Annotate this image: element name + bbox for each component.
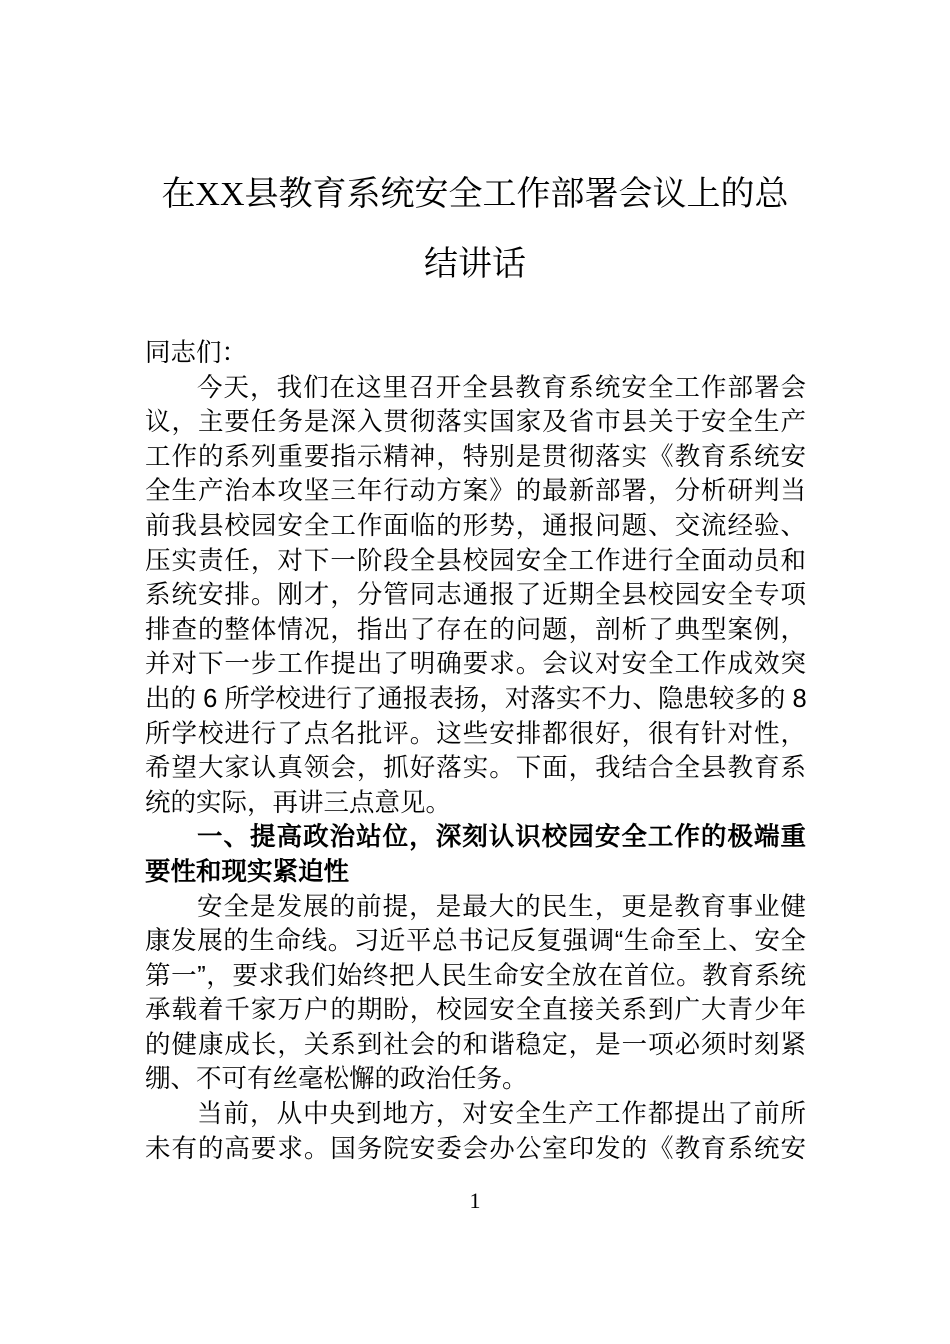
text-line: 承载着千家万户的期盼，校园安全直接关系到广大青少年 bbox=[145, 996, 806, 1025]
text-line: 议，主要任务是深入贯彻落实国家及省市县关于安全生产 bbox=[145, 408, 806, 437]
text-line: 当前，从中央到地方，对安全生产工作都提出了前所 bbox=[197, 1100, 806, 1129]
page-number: 1 bbox=[469, 1188, 481, 1213]
text-line: 系统安排。刚才，分管同志通报了近期全县校园安全专项 bbox=[145, 581, 806, 610]
text-line: 第一”，要求我们始终把人民生命安全放在首位。教育系统 bbox=[145, 961, 806, 990]
text-line: 所学校进行了点名批评。这些安排都很好，很有针对性， bbox=[145, 719, 806, 748]
text-line: 压实责任，对下一阶段全县校园安全工作进行全面动员和 bbox=[145, 546, 806, 575]
heading-line: 要性和现实紧迫性 bbox=[145, 857, 350, 886]
paragraph-safety bbox=[145, 890, 806, 1098]
text-line: 工作的系列重要指示精神，特别是贯彻落实《教育系统安 bbox=[145, 442, 806, 471]
text-line: 绷、不可有丝毫松懈的政治任务。 bbox=[145, 1065, 528, 1094]
paragraph-current bbox=[145, 1097, 806, 1166]
text-line: 并对下一步工作提出了明确要求。会议对安全工作成效突 bbox=[145, 650, 806, 679]
text-line: 排查的整体情况，指出了存在的问题，剖析了典型案例， bbox=[145, 615, 806, 644]
text-line: 希望大家认真领会，抓好落实。下面，我结合全县教育系 bbox=[145, 754, 806, 783]
title-line: 结讲话 bbox=[424, 246, 526, 283]
text-line: 出的 6 所学校进行了通报表扬，对落实不力、隐患较多的 8 bbox=[145, 684, 807, 713]
text-line: 前我县校园安全工作面临的形势，通报问题、交流经验、 bbox=[145, 511, 806, 540]
text-line: 的健康成长，关系到社会的和谐稳定，是一项必须时刻紧 bbox=[145, 1030, 806, 1059]
text-line: 未有的高要求。国务院安委会办公室印发的《教育系统安 bbox=[145, 1134, 806, 1163]
text-line: 康发展的生命线。习近平总书记反复强调“生命至上、安全 bbox=[145, 927, 806, 956]
text-line: 今天，我们在这里召开全县教育系统安全工作部署会 bbox=[197, 373, 806, 402]
title-line: 在XX县教育系统安全工作部署会议上的总 bbox=[161, 176, 789, 213]
salutation: 同志们： bbox=[145, 339, 248, 367]
text-line: 全生产治本攻坚三年行动方案》的最新部署，分析研判当 bbox=[145, 477, 806, 506]
heading-line: 一、提高政治站位，深刻认识校园安全工作的极端重 bbox=[197, 823, 806, 852]
text-line: 统的实际，再讲三点意见。 bbox=[145, 788, 452, 817]
text-line: 安全是发展的前提，是最大的民生，更是教育事业健 bbox=[197, 892, 806, 921]
document-title bbox=[140, 160, 810, 300]
document-body bbox=[145, 336, 806, 1166]
section-heading-1 bbox=[145, 820, 806, 889]
paragraph-opening bbox=[145, 371, 806, 821]
